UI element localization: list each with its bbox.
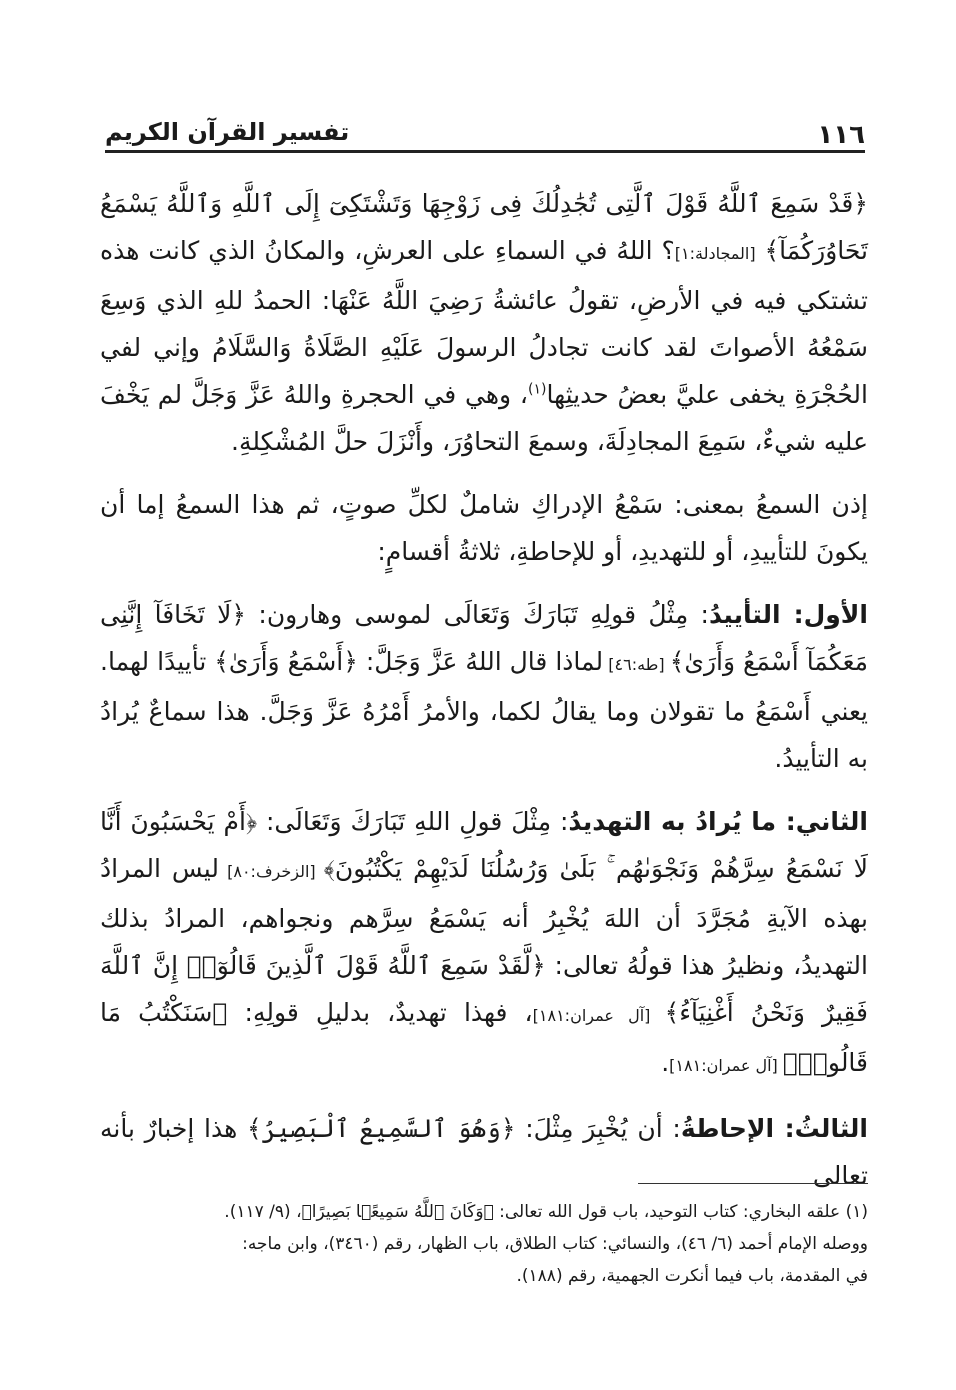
verse-reference: [آل عمران:١٨١] [669,1056,783,1075]
footnote-line: في المقدمة، باب فيما أنكرت الجهمية، رقم (١٨٨). [516,1266,868,1286]
paragraph-text: لماذا قال اللهُ عَزَّ وَجَلَّ: [357,647,604,676]
paragraph-3 [100,591,868,782]
footnote-marker: (١) [528,381,547,398]
page-header [105,112,865,152]
quran-verse: ﴿أَمْ يَحْسَبُونَ أَنَّا لَا نَسْمَعُ سِرَّهُمْ وَنَجْوَىٰهُم ۚ بَلَىٰ وَرُسُلُنَا لَدَيْهِمْ يَكْتُبُونَ﴾ [100,807,868,883]
paragraph-text: : مِثْلُ قولِهِ تَبَارَكَ وَتَعَالَى لموسى وهارون: [246,600,709,629]
book-title: تفسير القرآن الكريم [105,118,350,146]
paragraph-text: ، وهي في الحجرةِ واللهُ عَزَّ وَجَلَّ لم يَخْفَ عليه شيءٌ، سَمِعَ المجادِلَةَ، وسمعَ التحاوُرَ، وأَنْزَلَ حلَّ المُشْكِلةِ. [100,380,868,456]
quran-verse: ﴿لَا تَخَافَآ إِنَّنِى مَعَكُمَآ أَسْمَعُ وَأَرَىٰ﴾ [100,600,869,676]
paragraph-4 [100,798,868,1089]
footnote-divider [638,1183,868,1184]
paragraph-2 [100,481,868,575]
paragraph-text: ، فهذا تهديدٌ، بدليلِ قولِهِ: [227,998,533,1027]
paragraph-text: : أن يُخْبِرَ مِثْلَ: [515,1114,681,1143]
quran-verse: ﴿لَّقَدْ سَمِعَ ٱللَّهُ قَوْلَ ٱلَّذِينَ قَالُوٓا۟ إِنَّ ٱللَّهَ فَقِيرٌ وَنَحْنُ أَغْنِيَآءُ﴾ [100,951,868,1027]
quran-verse: ﴿أَسْمَعُ وَأَرَىٰ﴾ [214,647,358,676]
section-lead: الثاني: ما يُرادُ به التهديدُ [568,807,868,836]
paragraph-text: . [661,1048,670,1077]
footnote-line: ووصله الإمام أحمد (٦/ ٤٦)، والنسائي: كتاب الطلاق، باب الظهار، رقم (٣٤٦٠)، وابن ماجه: [242,1234,868,1254]
paragraph-text: هذا إخبارٌ بأنه تعالى [100,1114,868,1190]
paragraph-text: تأييدًا لهما. يعني أَسْمَعُ ما تقولان وما يقالُ لكما، والأمرُ أَمْرُهُ عَزَّ وَجَلَّ. هذا سماعٌ يُرادُ به التأييدُ. [100,647,868,773]
paragraph-text: : مِثْلَ قولِ اللهِ تَبَارَكَ وَتَعَالَى: [257,807,569,836]
verse-reference: [الزخرف:٨٠] [218,862,324,881]
footnotes [100,1196,868,1292]
footnote-line: (١) علقه البخاري: كتاب التوحيد، باب قول الله تعالى: ﴿وَكَانَ ٱللَّهُ سَمِيعًۢا بَصِيرًا﴾، (٩/ ١١٧). [224,1202,868,1222]
paragraph-1 [100,180,868,465]
verse-reference: [طه:٤٦] [603,655,670,674]
verse-reference: [المجادلة:١] [674,244,756,263]
paragraph-5 [100,1105,868,1199]
quran-verse: ﴿قَدْ سَمِعَ ٱللَّهُ قَوْلَ ٱلَّتِى تُجَٰدِلُكَ فِى زَوْجِهَا وَتَشْتَكِىٓ إِلَى ٱللَّهِ وَٱللَّهُ يَسْمَعُ تَحَاوُرَكُمَآ﴾ [100,189,868,265]
verse-reference: [آل عمران:١٨١] [532,1006,665,1025]
page-number: ١١٦ [817,120,865,150]
quran-verse: ﴿سَنَكْتُبُ مَا قَالُوا۟﴾ [100,998,868,1077]
section-lead: الثالثُ: الإحاطةُ [680,1114,868,1143]
main-text [100,180,868,1215]
paragraph-text: ليس المرادُ بهذه الآيةِ مُجَرَّدَ أن اللهَ يُخْبِرُ أنه يَسْمَعُ سِرَّهم ونجواهم، المرادُ بذلك التهديدُ، ونظيرُ هذا قولُهُ تعالى: [100,854,868,980]
section-lead: الأول: التأييدُ [708,600,868,629]
header-divider [105,150,865,153]
quran-verse: ﴿وَهُوَ ٱلسَّمِيعُ ٱلْبَصِيرُ﴾ [247,1114,516,1143]
paragraph-text: إذن السمعُ بمعنى: سَمْعُ الإدراكِ شاملٌ لكلِّ صوتٍ، ثم هذا السمعُ إما أن يكونَ للتأييدِ، أو للتهديدِ، أو للإحاطةِ، ثلاثةُ أقسامٍ: [100,490,868,566]
paragraph-text: ؟ اللهُ في السماءِ على العرشِ، والمكانُ الذي كانت هذه تشتكي فيه في الأرضِ، تقولُ عائشةُ رَضِيَ اللَّهُ عَنْهَا: الحمدُ للهِ الذي وَسِعَ سَمْعُهُ الأصواتَ لقد كانت تجادلُ الرسولَ عَلَيْهِ الصَّلَاةُ وَالسَّلَامُ وإني لفي الحُجْرَةِ يخفى عليَّ بعضُ حديثِها [100,236,868,409]
